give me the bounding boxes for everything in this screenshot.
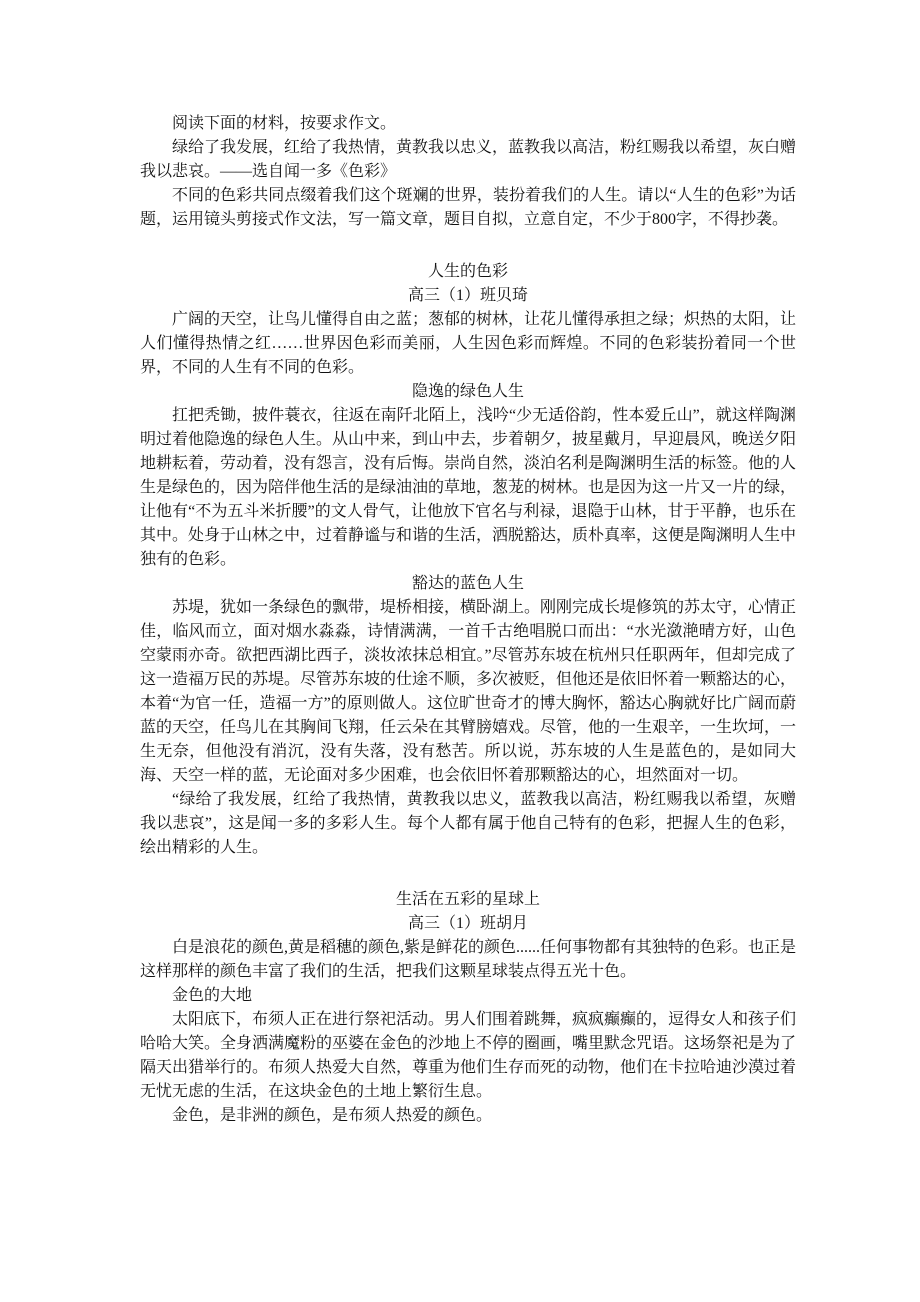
document-page [140,112,796,1128]
essay1-author: 高三（1）班贝琦 [407,287,528,304]
essay1-section2-text: 苏堤，犹如一条绿色的飘带，堤桥相接，横卧湖上。刚刚完成长堤修筑的苏太守，心情正佳，临风而立，面对烟水淼淼，诗情满满，一首千古绝唱脱口而出：“水光潋滟晴方好，山色空蒙雨亦奇。欲把西湖比西子，淡妆浓抹总相宜。”尽管苏东坡在杭州只任职两年，但却完成了这一造福万民的苏堤。尽管苏东坡的仕途不顺，多次被贬，但他还是依旧怀着一颗豁达的心，本着“为官一任，造福一方”的原则做人。这位旷世奇才的博大胸怀，豁达心胸就好比广阔而蔚蓝的天空，任鸟儿在其胸间飞翔，任云朵在其臂膀嬉戏。尽管，他的一生艰辛，一生坎坷，一生无奈，但他没有消沉，没有失落，没有愁苦。所以说，苏东坡的人生是蓝色的，是如同大海、天空一样的蓝，无论面对多少困难，也会依旧怀着那颗豁达的心，坦然面对一切。 [140,599,797,784]
prompt-quote: 绿给了我发展，红给了我热情，黄教我以忠义，蓝教我以高洁，粉红赐我以希望，灰白赠我以悲哀。——选自闻一多《色彩》 [140,139,797,180]
essay2-author: 高三（1）班胡月 [407,915,528,932]
prompt-task: 不同的色彩共同点缀着我们这个斑斓的世界，装扮着我们的人生。请以“人生的色彩”为话题，运用镜头剪接式作文法，写一篇文章，题目自拟，立意自定，不少于800字，不得抄袭。 [140,187,796,228]
essay2-title: 生活在五彩的星球上 [395,891,540,908]
essay2-section1-heading: 金色的大地 [172,987,253,1004]
spacer [140,860,796,888]
essay1-conclusion: “绿给了我发展，红给了我热情，黄教我以忠义，蓝教我以高洁，粉红赐我以希望，灰赠我以悲哀”，这是闻一多的多彩人生。每个人都有属于他自己特有的色彩，把握人生的色彩，绘出精彩的人生。 [140,791,796,856]
essay2-section1-text: 太阳底下，布须人正在进行祭祀活动。男人们围着跳舞，疯疯癫癫的，逗得女人和孩子们哈哈大笑。全身洒满魔粉的巫婆在金色的沙地上不停的圈画，嘴里默念咒语。这场祭祀是为了隔天出猎举行的。布须人热爱大自然，尊重为他们生存而死的动物，他们在卡拉哈迪沙漠过着无忧无虑的生活，在这块金色的土地上繁衍生息。 [140,1011,797,1100]
essay2-section1-close: 金色，是非洲的颜色，是布须人热爱的颜色。 [172,1107,493,1124]
essay1-section2-heading: 豁达的蓝色人生 [411,575,524,592]
prompt-intro: 阅读下面的材料，按要求作文。 [172,115,397,132]
essay1-section1-heading: 隐逸的绿色人生 [411,383,524,400]
essay1-intro: 广阔的天空，让鸟儿懂得自由之蓝；葱郁的树林，让花儿懂得承担之绿；炽热的太阳，让人们懂得热情之红……世界因色彩而美丽，人生因色彩而辉煌。不同的色彩装扮着同一个世界，不同的人生有不同的色彩。 [140,311,797,376]
essay1-section1-text: 扛把秃锄，披件蓑衣，往返在南阡北陌上，浅吟“少无适俗韵，性本爱丘山”，就这样陶渊明过着他隐逸的绿色人生。从山中来，到山中去，步着朝夕，披星戴月，早迎晨风，晚送夕阳地耕耘着，劳动着，没有怨言，没有后悔。崇尚自然，淡泊名利是陶渊明生活的标签。他的人生是绿色的，因为陪伴他生活的是绿油油的草地，葱茏的树林。也是因为这一片又一片的绿，让他有“不为五斗米折腰”的文人骨气，让他放下官名与利禄，退隐于山林，甘于平静，也乐在其中。处身于山林之中，过着静谧与和谐的生活，洒脱豁达，质朴真率，这便是陶渊明人生中独有的色彩。 [140,407,797,568]
essay1-title: 人生的色彩 [427,263,508,280]
spacer [140,232,796,260]
essay2-intro: 白是浪花的颜色,黄是稻穗的颜色,紫是鲜花的颜色......任何事物都有其独特的色彩。也正是这样那样的颜色丰富了我们的生活，把我们这颗星球装点得五光十色。 [140,939,797,980]
